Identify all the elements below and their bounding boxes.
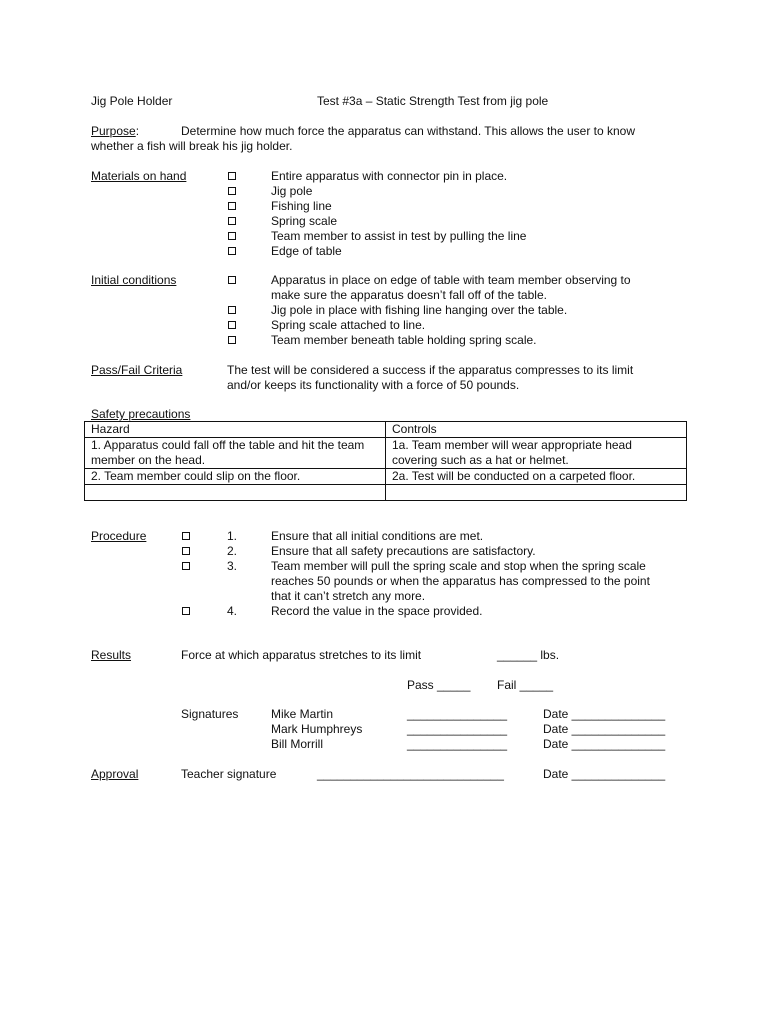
initial-checkbox-1[interactable] bbox=[228, 276, 236, 284]
hazard-cell: 2. Team member could slip on the floor. bbox=[85, 469, 386, 485]
procedure-step-4: Record the value in the space provided. bbox=[271, 604, 483, 618]
initial-checkbox-2[interactable] bbox=[228, 306, 236, 314]
hazard-cell bbox=[85, 485, 386, 501]
purpose-text-line2: whether a fish will break his jig holder. bbox=[91, 139, 293, 153]
approval-label: Approval bbox=[91, 767, 139, 781]
pass-fail-label: Pass/Fail Criteria bbox=[91, 363, 183, 377]
purpose-label: Purpose bbox=[91, 124, 136, 138]
signer-name: Mike Martin bbox=[271, 707, 334, 721]
safety-row-empty bbox=[85, 485, 687, 501]
safety-table bbox=[84, 421, 687, 501]
signature-line[interactable]: _______________ bbox=[407, 722, 508, 736]
force-text: Force at which apparatus stretches to its limit bbox=[181, 648, 422, 662]
hazard-header: Hazard bbox=[85, 422, 386, 438]
procedure-step-number: 4. bbox=[227, 604, 238, 618]
purpose-heading bbox=[91, 124, 139, 139]
pass-blank[interactable]: Pass _____ bbox=[407, 678, 471, 692]
procedure-step-3-line2: reaches 50 pounds or when the apparatus has compressed to the point bbox=[271, 574, 650, 588]
fail-blank[interactable]: Fail _____ bbox=[497, 678, 554, 692]
materials-checkbox-4[interactable] bbox=[228, 217, 236, 225]
control-cell: 1a. Team member will wear appropriate head covering such as a hat or helmet. bbox=[386, 438, 687, 469]
hazard-cell: 1. Apparatus could fall off the table and hit the team member on the head. bbox=[85, 438, 386, 469]
teacher-signature-label: Teacher signature bbox=[181, 767, 277, 781]
lbs-blank[interactable]: ______ lbs. bbox=[497, 648, 560, 662]
procedure-checkbox-4[interactable] bbox=[182, 607, 190, 615]
purpose-colon: : bbox=[135, 124, 140, 138]
materials-checkbox-3[interactable] bbox=[228, 202, 236, 210]
initial-item-3: Spring scale attached to line. bbox=[271, 318, 426, 332]
signature-line[interactable]: _______________ bbox=[407, 737, 508, 751]
procedure-step-2: Ensure that all safety precautions are satisfactory. bbox=[271, 544, 536, 558]
safety-label: Safety precautions bbox=[91, 407, 191, 421]
procedure-checkbox-1[interactable] bbox=[182, 532, 190, 540]
date-line[interactable]: Date ______________ bbox=[543, 707, 666, 721]
procedure-checkbox-2[interactable] bbox=[182, 547, 190, 555]
procedure-label: Procedure bbox=[91, 529, 147, 543]
initial-item-2: Jig pole in place with fishing line hanging over the table. bbox=[271, 303, 568, 317]
safety-row bbox=[85, 469, 687, 485]
controls-header: Controls bbox=[386, 422, 687, 438]
pass-fail-text-line1: The test will be considered a success if the apparatus compresses to its limit bbox=[227, 363, 634, 377]
control-cell: 2a. Test will be conducted on a carpeted floor. bbox=[386, 469, 687, 485]
materials-item-5: Team member to assist in test by pulling the line bbox=[271, 229, 527, 243]
results-label: Results bbox=[91, 648, 132, 662]
purpose-text-line1: Determine how much force the apparatus can withstand. This allows the user to know bbox=[181, 124, 636, 138]
procedure-step-3-line1: Team member will pull the spring scale and stop when the spring scale bbox=[271, 559, 646, 573]
approval-date-line[interactable]: Date ______________ bbox=[543, 767, 666, 781]
materials-checkbox-1[interactable] bbox=[228, 172, 236, 180]
materials-item-2: Jig pole bbox=[271, 184, 313, 198]
initial-checkbox-3[interactable] bbox=[228, 321, 236, 329]
control-cell bbox=[386, 485, 687, 501]
materials-item-3: Fishing line bbox=[271, 199, 332, 213]
signature-line[interactable]: _______________ bbox=[407, 707, 508, 721]
materials-item-4: Spring scale bbox=[271, 214, 338, 228]
safety-row bbox=[85, 438, 687, 469]
procedure-step-number: 2. bbox=[227, 544, 238, 558]
date-line[interactable]: Date ______________ bbox=[543, 722, 666, 736]
initial-item-1-line1: Apparatus in place on edge of table with team member observing to bbox=[271, 273, 631, 287]
materials-checkbox-6[interactable] bbox=[228, 247, 236, 255]
document-title: Jig Pole Holder bbox=[91, 94, 173, 108]
materials-item-1: Entire apparatus with connector pin in place. bbox=[271, 169, 508, 183]
materials-item-6: Edge of table bbox=[271, 244, 342, 258]
signer-name: Bill Morrill bbox=[271, 737, 323, 751]
materials-checkbox-5[interactable] bbox=[228, 232, 236, 240]
safety-header-row bbox=[85, 422, 687, 438]
procedure-step-number: 3. bbox=[227, 559, 238, 573]
teacher-signature-line[interactable]: ____________________________ bbox=[317, 767, 504, 781]
initial-checkbox-4[interactable] bbox=[228, 336, 236, 344]
procedure-step-1: Ensure that all initial conditions are met. bbox=[271, 529, 484, 543]
test-title: Test #3a – Static Strength Test from jig pole bbox=[317, 94, 549, 108]
procedure-step-number: 1. bbox=[227, 529, 238, 543]
initial-item-4: Team member beneath table holding spring scale. bbox=[271, 333, 537, 347]
initial-item-1-line2: make sure the apparatus doesn’t fall off of the table. bbox=[271, 288, 547, 302]
signer-name: Mark Humphreys bbox=[271, 722, 363, 736]
materials-label: Materials on hand bbox=[91, 169, 187, 183]
signatures-label: Signatures bbox=[181, 707, 239, 721]
materials-checkbox-2[interactable] bbox=[228, 187, 236, 195]
pass-fail-text-line2: and/or keeps its functionality with a force of 50 pounds. bbox=[227, 378, 520, 392]
procedure-checkbox-3[interactable] bbox=[182, 562, 190, 570]
procedure-step-3-line3: that it can’t stretch any more. bbox=[271, 589, 426, 603]
date-line[interactable]: Date ______________ bbox=[543, 737, 666, 751]
initial-conditions-label: Initial conditions bbox=[91, 273, 177, 287]
